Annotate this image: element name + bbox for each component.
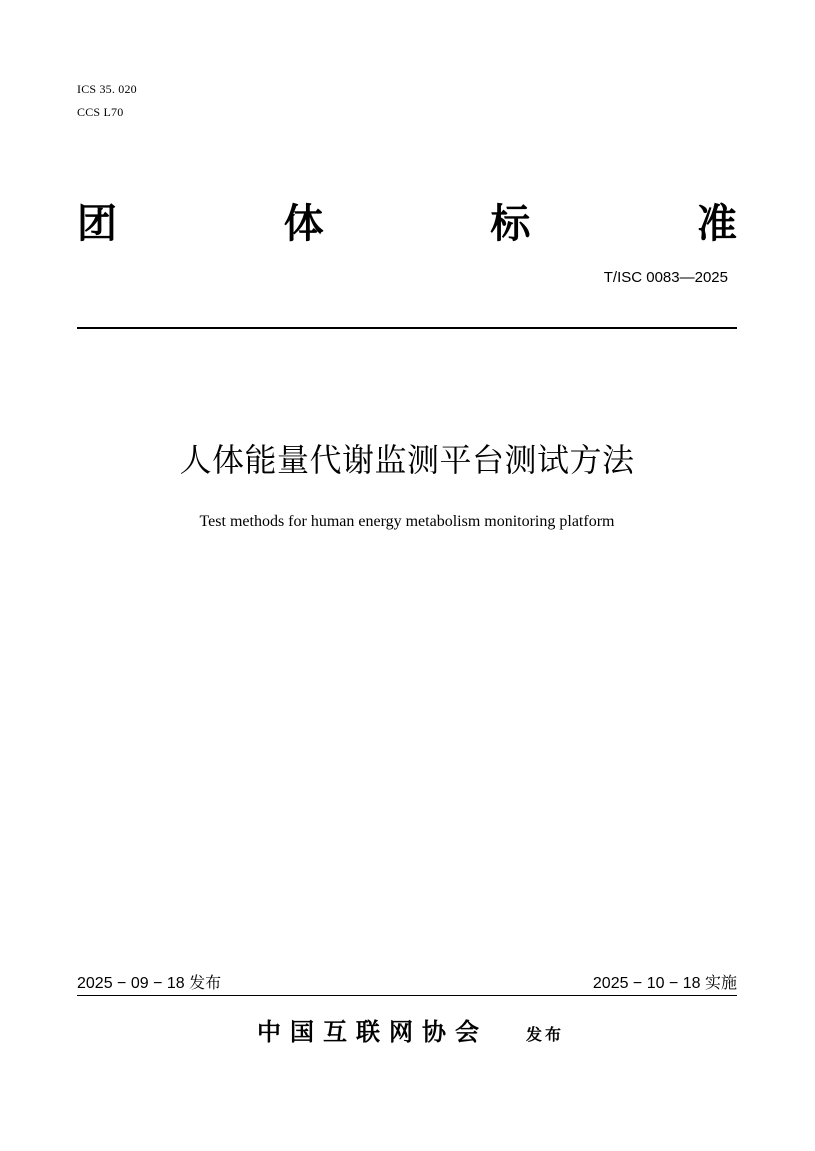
footer-divider: [77, 995, 737, 996]
standard-type-char: 标: [490, 200, 531, 247]
publish-date: 2025 − 09 − 18 发布: [77, 975, 222, 992]
standard-number: T/ISC 0083—2025: [603, 269, 728, 286]
title-chinese: 人体能量代谢监测平台测试方法: [179, 441, 635, 479]
ccs-code: CCS L70: [77, 105, 124, 119]
standard-type-char: 准: [696, 200, 737, 247]
header-divider: [77, 327, 737, 329]
standard-type-heading: [77, 198, 737, 250]
date-row: [77, 973, 737, 995]
title-english: Test methods for human energy metabolism monitoring platform: [199, 513, 615, 530]
standard-type-char: 团: [77, 200, 117, 247]
issuer-suffix: 发布: [526, 1025, 565, 1044]
standard-type-char: 体: [283, 200, 324, 247]
implement-date: 2025 − 10 − 18 实施: [592, 975, 737, 992]
issuer-line: [257, 1016, 564, 1048]
issuer-name: 中国互联网协会: [257, 1017, 488, 1046]
ics-code: ICS 35. 020: [77, 82, 137, 96]
